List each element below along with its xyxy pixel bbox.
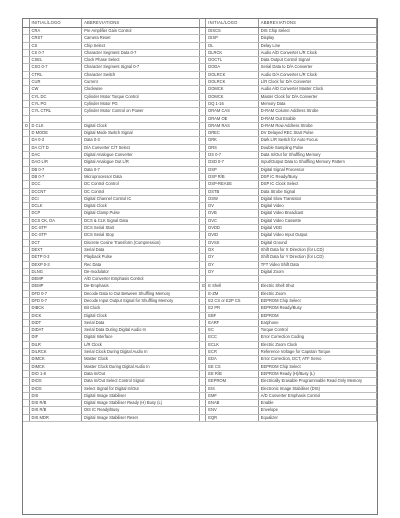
right-section-letter: E: [200, 283, 206, 290]
left-abbreviation-code: DETP 0-3: [29, 254, 82, 261]
right-abbreviation-code: E-ZM: [206, 290, 259, 297]
right-abbreviation-description: Electric Shell Shut: [258, 283, 376, 290]
left-abbreviation-description: Decode Input Output Signal for Shuffling Memory: [82, 297, 200, 304]
abbreviations-table: [23, 18, 377, 422]
left-abbreviation-description: Discrete Cosine Transform (Compression): [82, 239, 200, 246]
left-abbreviation-code: CSEL: [29, 57, 82, 64]
table-row: [23, 86, 377, 93]
left-abbreviation-code: [29, 115, 82, 122]
right-abbreviation-description: Double Sampling Pulse: [258, 144, 376, 151]
right-abbreviation-code: DOMCK: [206, 93, 259, 100]
left-abbreviation-description: Digital Clamp Pulse: [82, 210, 200, 217]
right-abbreviation-description: Digital Zoom: [258, 268, 376, 275]
right-description-header: ABBREVIATIONS: [258, 19, 376, 28]
right-abbreviation-code: DSW: [206, 195, 259, 202]
right-abbreviation-description: Digital Video: [258, 203, 376, 210]
right-code-header: INITIAL/LOGO: [206, 19, 259, 28]
right-abbreviation-description: EEPROM: [258, 312, 376, 319]
table-row: [23, 115, 377, 122]
table-row: [23, 341, 377, 348]
right-abbreviation-code: DL: [206, 42, 259, 49]
left-abbreviation-code: DEXT: [29, 246, 82, 253]
right-abbreviation-code: E Shell: [206, 283, 259, 290]
left-abbreviation-description: Data 0-7: [82, 166, 200, 173]
table-row: [23, 57, 377, 64]
table-row: [23, 122, 377, 129]
right-abbreviation-description: Reference Voltage for Capstan Torque: [258, 349, 376, 356]
right-abbreviation-description: Shift Data for Y Direction (for LCD): [258, 254, 376, 261]
left-abbreviation-code: CTRL: [29, 71, 82, 78]
right-abbreviation-code: E2 PR: [206, 305, 259, 312]
right-abbreviation-description: [258, 276, 376, 283]
left-abbreviation-description: Master Clock During Digital Audio In: [82, 363, 200, 370]
left-abbreviation-code: DFD 0-7: [29, 290, 82, 297]
right-abbreviation-description: DSP IC Clock Select: [258, 181, 376, 188]
right-abbreviation-description: Master Clock for D/A Converter: [258, 93, 376, 100]
left-abbreviation-description: Digital Analogue Converter: [82, 152, 200, 159]
left-abbreviation-description: Character Switch: [82, 71, 200, 78]
right-abbreviation-code: DX: [206, 246, 259, 253]
table-row: [23, 392, 377, 399]
left-abbreviation-code: CW: [29, 86, 82, 93]
table-row: [23, 378, 377, 385]
table-row: [23, 195, 377, 202]
right-abbreviation-code: EC: [206, 327, 259, 334]
left-abbreviation-code: DIS MDR: [29, 414, 82, 421]
left-abbreviation-description: Data In/Out Select Control Signal: [82, 378, 200, 385]
table-row: [23, 349, 377, 356]
right-abbreviation-code: DVB: [206, 210, 259, 217]
right-abbreviation-code: E2 CS or E2P CS: [206, 297, 259, 304]
left-abbreviation-description: Select Signal for Digital In/Out: [82, 385, 200, 392]
right-abbreviation-description: Electric Zoom Clock: [258, 341, 376, 348]
left-abbreviation-code: CS 0-7: [29, 49, 82, 56]
right-abbreviation-code: DRAM RAS: [206, 122, 259, 129]
right-abbreviation-description: EEPROM Ready/Busy: [258, 305, 376, 312]
table-row: [23, 290, 377, 297]
left-abbreviation-description: Digital Image Stabiliser Ready (H) Busy (L): [82, 400, 200, 407]
left-abbreviation-description: Digital Mode Switch Signal: [82, 130, 200, 137]
right-abbreviation-code: DY: [206, 261, 259, 268]
left-abbreviation-code: CYL CTRL: [29, 108, 82, 115]
left-abbreviation-description: Microprocessor Data: [82, 173, 200, 180]
right-abbreviation-description: Audio A/D Converter L/R Clock: [258, 49, 376, 56]
right-abbreviation-code: DREC: [206, 130, 259, 137]
left-abbreviation-code: DLNG: [29, 268, 82, 275]
left-abbreviation-description: Digital Channel Control IC: [82, 195, 200, 202]
table-row: [23, 414, 377, 421]
left-abbreviation-description: Master Clock: [82, 356, 200, 363]
table-row: [23, 283, 377, 290]
right-abbreviation-code: EQR: [206, 414, 259, 421]
left-abbreviation-description: Serial Data: [82, 246, 200, 253]
table-row: [23, 210, 377, 217]
left-abbreviation-code: DCCNT: [29, 188, 82, 195]
left-abbreviation-description: Clock Phase Select: [82, 57, 200, 64]
left-abbreviation-description: Digital Analogue Out L/R: [82, 159, 200, 166]
left-abbreviation-code: DCT: [29, 239, 82, 246]
left-abbreviation-code: DA 0-3: [29, 137, 82, 144]
right-abbreviation-description: Electronic Image Stabiliser (DIS): [258, 385, 376, 392]
right-abbreviation-description: Audio D/A Converter L/R Clock: [258, 71, 376, 78]
table-row: [23, 334, 377, 341]
right-abbreviation-code: ECR: [206, 349, 259, 356]
table-row: [23, 363, 377, 370]
table-row: [23, 93, 377, 100]
table-row: [23, 100, 377, 107]
left-abbreviation-description: [82, 115, 200, 122]
left-abbreviation-description: Rec Data: [82, 261, 200, 268]
table-row: [23, 144, 377, 151]
left-abbreviation-description: De-modulator: [82, 268, 200, 275]
left-abbreviation-description: Playback Pulse: [82, 254, 200, 261]
left-abbreviation-description: Cylinder Motor Torque Control: [82, 93, 200, 100]
left-abbreviation-description: Current: [82, 79, 200, 86]
table-row: [23, 181, 377, 188]
right-abbreviation-description: TFT Video Shift Data: [258, 261, 376, 268]
abbreviations-table-page: [22, 18, 378, 515]
right-abbreviation-description: Envelope: [258, 407, 376, 414]
right-abbreviation-code: DSP: [206, 166, 259, 173]
left-abbreviation-code: DAC: [29, 152, 82, 159]
right-abbreviation-description: DV Delayed REC Start Pulse: [258, 130, 376, 137]
right-abbreviation-description: Serial Data to D/A Converter: [258, 64, 376, 71]
table-row: [23, 71, 377, 78]
left-description-header: ABBREVIATIONS: [82, 19, 200, 28]
table-row: [23, 297, 377, 304]
table-row: [23, 319, 377, 326]
left-abbreviation-code: DAO L/R: [29, 159, 82, 166]
left-abbreviation-description: Cylinder Motor PG: [82, 100, 200, 107]
table-row: [23, 305, 377, 312]
left-abbreviation-code: DILRCK: [29, 349, 82, 356]
left-abbreviation-code: CYL DC: [29, 93, 82, 100]
right-abbreviation-code: EBF: [206, 312, 259, 319]
right-abbreviation-code: EEPROM: [206, 378, 259, 385]
left-abbreviation-description: Serial Data During Digital Audio In: [82, 327, 200, 334]
left-abbreviation-description: DCS Serial Stop: [82, 232, 200, 239]
left-abbreviation-code: DIBCK: [29, 305, 82, 312]
right-abbreviation-description: Delay Line: [258, 42, 376, 49]
right-abbreviation-code: DSTB: [206, 188, 259, 195]
table-row: [23, 159, 377, 166]
left-abbreviation-code: CUR: [29, 79, 82, 86]
right-abbreviation-description: Digital Slow Transistor: [258, 195, 376, 202]
right-abbreviation-description: Digital Ground: [258, 239, 376, 246]
left-abbreviation-description: DIS IC Ready/Busy: [82, 407, 200, 414]
left-abbreviation-code: DEXP 0-3: [29, 261, 82, 268]
table-header-row: [23, 19, 377, 28]
table-row: [23, 370, 377, 377]
right-abbreviation-code: DOCTL: [206, 57, 259, 64]
left-abbreviation-code: DICK: [29, 312, 82, 319]
right-abbreviation-code: EIS: [206, 385, 259, 392]
left-abbreviation-description: Pre Amplifier Gain Control: [82, 28, 200, 35]
table-row: [23, 217, 377, 224]
right-abbreviation-code: EE R/B: [206, 370, 259, 377]
right-abbreviation-code: DSD 0-7: [206, 159, 259, 166]
left-abbreviation-code: DIMCK: [29, 356, 82, 363]
table-row: [23, 276, 377, 283]
right-abbreviation-description: Digital Video Input Output: [258, 232, 376, 239]
right-abbreviation-description: Digital VDD: [258, 225, 376, 232]
left-abbreviation-description: De-Emphasis: [82, 283, 200, 290]
right-abbreviation-code: EE CS: [206, 363, 259, 370]
left-abbreviation-description: Digital Image Stabiliser: [82, 392, 200, 399]
right-abbreviation-code: DY: [206, 268, 259, 275]
table-row: [23, 407, 377, 414]
table-row: [23, 203, 377, 210]
right-abbreviation-code: EDA: [206, 356, 259, 363]
right-abbreviation-description: Data Output Control Signal: [258, 57, 376, 64]
left-abbreviation-description: Digital Interface: [82, 334, 200, 341]
table-row: [23, 261, 377, 268]
right-abbreviation-code: DSP R/B: [206, 173, 259, 180]
right-abbreviation-code: DODA: [206, 64, 259, 71]
left-section-letter: D: [25, 122, 28, 128]
left-abbreviation-description: A/D Converter Emphasis Control: [82, 276, 200, 283]
left-abbreviation-description: Digital Clock: [82, 122, 200, 129]
right-abbreviation-code: DY: [206, 254, 259, 261]
right-abbreviation-code: EARF: [206, 319, 259, 326]
right-abbreviation-code: DLRCK: [206, 49, 259, 56]
left-abbreviation-code: DIS R/B: [29, 400, 82, 407]
right-abbreviation-description: EEPROM Chip Select: [258, 363, 376, 370]
right-abbreviation-description: Electrically Erasable Programmable Read Only Memory: [258, 378, 376, 385]
right-abbreviation-code: DISP: [206, 35, 259, 42]
left-abbreviation-description: DC Control: [82, 188, 200, 195]
left-abbreviation-description: Decode Data to Out Between Shuffling Memory: [82, 290, 200, 297]
table-row: [23, 108, 377, 115]
left-abbreviation-code: DIDAT: [29, 327, 82, 334]
right-abbreviation-description: Data Strobe Signal: [258, 188, 376, 195]
right-abbreviation-code: DRAM CAS: [206, 108, 259, 115]
table-row: [23, 35, 377, 42]
right-abbreviation-code: DRK: [206, 137, 259, 144]
left-abbreviation-code: DFD 0-7: [29, 297, 82, 304]
left-abbreviation-description: Clockwise: [82, 86, 200, 93]
right-abbreviation-description: DSP IC Ready/Busy: [258, 173, 376, 180]
right-abbreviation-description: Dark L/R Switch for Auto Focus: [258, 137, 376, 144]
table-row: [23, 64, 377, 71]
left-abbreviation-code: DC-STP: [29, 225, 82, 232]
table-row: [23, 239, 377, 246]
right-abbreviation-code: ENAB: [206, 400, 259, 407]
table-row: [23, 246, 377, 253]
left-abbreviation-description: Camera Reset: [82, 35, 200, 42]
right-abbreviation-code: DOMCK: [206, 86, 259, 93]
left-abbreviation-code: DILR: [29, 341, 82, 348]
table-row: [23, 152, 377, 159]
right-abbreviation-code: DVSS: [206, 239, 259, 246]
right-abbreviation-code: ECLK: [206, 341, 259, 348]
left-abbreviation-description: Serial Data: [82, 319, 200, 326]
left-abbreviation-description: DCS & CLK Signal Data: [82, 217, 200, 224]
right-abbreviation-description: D-RAM Row Address Strobe: [258, 122, 376, 129]
left-abbreviation-code: DIF: [29, 334, 82, 341]
left-abbreviation-code: DIO 1-8: [29, 370, 82, 377]
right-abbreviation-description: Memory Data: [258, 100, 376, 107]
table-row: [23, 327, 377, 334]
right-abbreviation-code: DOLRCK: [206, 71, 259, 78]
left-abbreviation-code: DIDT: [29, 319, 82, 326]
table-row: [23, 188, 377, 195]
right-abbreviation-code: DISCS: [206, 28, 259, 35]
left-abbreviation-code: DC-STP: [29, 232, 82, 239]
right-abbreviation-description: Data In/Out for Shuffling Memory: [258, 152, 376, 159]
left-abbreviation-description: Digital Image Stabiliser Reset: [82, 414, 200, 421]
left-abbreviation-code: CS: [29, 42, 82, 49]
left-abbreviation-code: D CLK: [29, 122, 82, 129]
left-abbreviation-description: Character Segment Data 0-7: [82, 49, 200, 56]
right-abbreviation-description: Input/Output Data to Shuffling Memory Pattern: [258, 159, 376, 166]
left-abbreviation-code: DEMP: [29, 283, 82, 290]
right-abbreviation-description: Torque Control: [258, 327, 376, 334]
left-abbreviation-code: DIOS: [29, 378, 82, 385]
table-row: [23, 49, 377, 56]
left-abbreviation-description: Serial Clock During Digital Audio In: [82, 349, 200, 356]
table-row: [23, 42, 377, 49]
right-abbreviation-description: Earphone: [258, 319, 376, 326]
left-code-header: INITIAL/LOGO: [29, 19, 82, 28]
right-abbreviation-description: D-RAM Out Enable: [258, 115, 376, 122]
left-abbreviation-code: DCS CK, DA: [29, 217, 82, 224]
left-abbreviation-description: Chip Select: [82, 42, 200, 49]
left-abbreviation-code: DB 0-7: [29, 166, 82, 173]
table-row: [23, 312, 377, 319]
table-row: [23, 268, 377, 275]
table-row: [23, 28, 377, 35]
left-abbreviation-code: DIS R/B: [29, 407, 82, 414]
left-abbreviation-code: DCP: [29, 210, 82, 217]
table-row: [23, 173, 377, 180]
right-abbreviation-code: DRAM OE: [206, 115, 259, 122]
table-row: [23, 79, 377, 86]
right-abbreviation-code: DOLRCK: [206, 79, 259, 86]
left-abbreviation-code: D MODE: [29, 130, 82, 137]
left-abbreviation-code: DCC: [29, 181, 82, 188]
right-abbreviation-code: [206, 276, 259, 283]
left-abbreviation-code: DEMP: [29, 276, 82, 283]
left-abbreviation-code: DIS: [29, 392, 82, 399]
right-abbreviation-code: ENV: [206, 407, 259, 414]
left-abbreviation-description: Digital Clock: [82, 203, 200, 210]
left-abbreviation-code: DCI: [29, 195, 82, 202]
right-abbreviation-description: EEPROM Ready (H)/Busy (L): [258, 370, 376, 377]
left-abbreviation-code: DIMCK: [29, 363, 82, 370]
right-abbreviation-code: DV: [206, 203, 259, 210]
right-abbreviation-description: Electric Zoom: [258, 290, 376, 297]
right-abbreviation-description: EEPROM Chip Select: [258, 297, 376, 304]
left-abbreviation-description: L/R Clock: [82, 341, 200, 348]
left-abbreviation-description: Digital Clock: [82, 312, 200, 319]
left-abbreviation-description: Data In/Out: [82, 370, 200, 377]
right-abbreviation-description: DIS Chip Select: [258, 28, 376, 35]
table-row: [23, 385, 377, 392]
right-abbreviation-code: DQ 1-16: [206, 100, 259, 107]
right-abbreviation-code: ECC: [206, 334, 259, 341]
right-abbreviation-code: DVID: [206, 232, 259, 239]
left-abbreviation-code: DIOS: [29, 385, 82, 392]
right-abbreviation-description: L/R Clock for D/A Converter: [258, 79, 376, 86]
right-abbreviation-code: DS 0-7: [206, 152, 259, 159]
right-abbreviation-code: DSP-REASE: [206, 181, 259, 188]
left-abbreviation-description: D/A Converter C/T Select: [82, 144, 200, 151]
right-abbreviation-description: Enable: [258, 400, 376, 407]
right-abbreviation-code: EMF: [206, 392, 259, 399]
table-body: [23, 28, 377, 422]
table-row: [23, 130, 377, 137]
left-abbreviation-code: CYL PG: [29, 100, 82, 107]
left-abbreviation-description: Cylinder Motor Control on Power: [82, 108, 200, 115]
right-abbreviation-description: Audio A/D Converter Master Clock: [258, 86, 376, 93]
left-abbreviation-code: CRA: [29, 28, 82, 35]
right-abbreviation-code: DVC: [206, 217, 259, 224]
right-abbreviation-description: Digital Signal Processor: [258, 166, 376, 173]
left-abbreviation-code: DCLK: [29, 203, 82, 210]
right-abbreviation-description: Shift Data for X Direction (for LCD): [258, 246, 376, 253]
table-row: [23, 356, 377, 363]
left-abbreviation-code: DB 0-7: [29, 173, 82, 180]
table-row: [23, 254, 377, 261]
table-row: [23, 225, 377, 232]
left-abbreviation-description: Character Segment Signal 0-7: [82, 64, 200, 71]
table-row: [23, 232, 377, 239]
right-abbreviation-description: D-RAM Column Address Strobe: [258, 108, 376, 115]
left-abbreviation-description: Bit Clock: [82, 305, 200, 312]
right-abbreviation-code: DRS: [206, 144, 259, 151]
left-abbreviation-code: CRST: [29, 35, 82, 42]
right-abbreviation-description: Digital Video Broadcast: [258, 210, 376, 217]
left-abbreviation-description: DC Control Control: [82, 181, 200, 188]
table-row: [23, 400, 377, 407]
right-abbreviation-description: A/D Converter Emphasis Control: [258, 392, 376, 399]
right-abbreviation-description: Error Correction Coding: [258, 334, 376, 341]
table-row: [23, 137, 377, 144]
left-abbreviation-code: DA C/T D: [29, 144, 82, 151]
right-abbreviation-code: DVDD: [206, 225, 259, 232]
right-abbreviation-description: Display: [258, 35, 376, 42]
left-abbreviation-description: DCS Serial Start: [82, 225, 200, 232]
left-abbreviation-description: Data 0-3: [82, 137, 200, 144]
right-abbreviation-description: Equalizer: [258, 414, 376, 421]
left-abbreviation-code: CSG 0-7: [29, 64, 82, 71]
right-abbreviation-description: Error Correction, DCT, ATF Servo: [258, 356, 376, 363]
table-row: [23, 166, 377, 173]
right-abbreviation-description: Digital Video Cassette: [258, 217, 376, 224]
